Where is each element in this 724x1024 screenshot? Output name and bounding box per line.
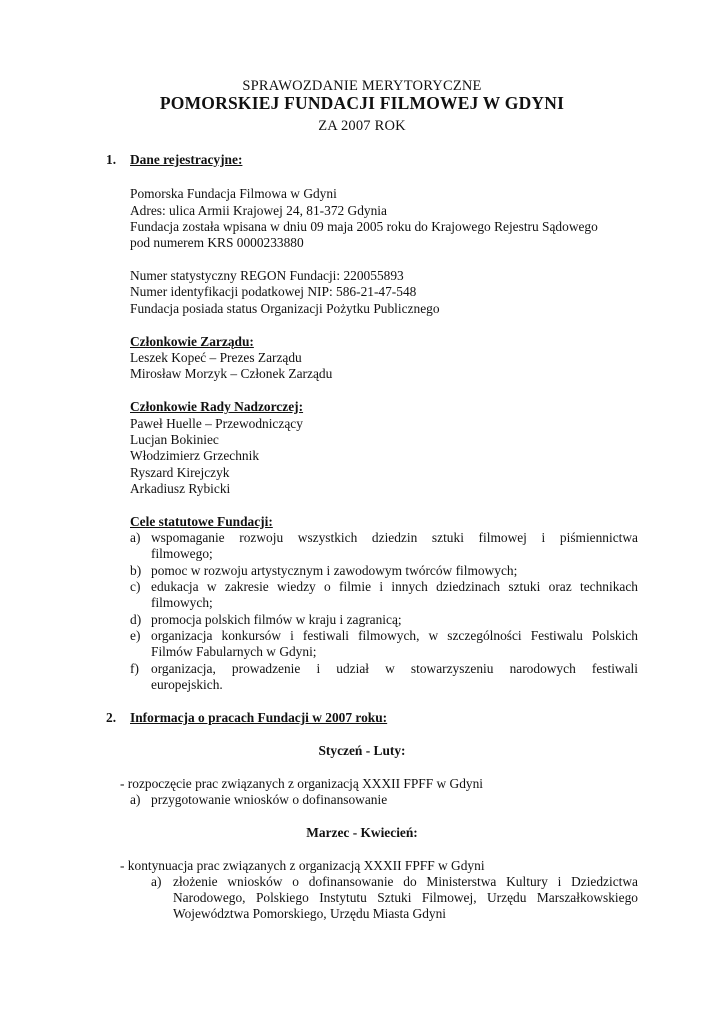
id-line: Numer identyfikacji podatkowej NIP: 586-21-47-548 [130,284,417,299]
reg-line: Fundacja została wpisana w dniu 09 maja 2005 roku do Krajowego Rejestru Sądowego [130,219,598,234]
goal-text: organizacja, prowadzenie i udział w stowarzyszeniu narodowych festiwali [151,661,638,676]
id-line: Numer statystyczny REGON Fundacji: 220055893 [130,268,404,283]
goal-text: filmowego; [151,546,213,561]
period-intro: - kontynuacja prac związanych z organizacją XXXII FPFF w Gdyni [120,858,485,873]
supervisory-member: Ryszard Kirejczyk [130,465,230,480]
goal-text: organizacja konkursów i festiwali filmowych, w szczególności Festiwalu Polskich [151,628,638,643]
section-2-heading: Informacja o pracach Fundacji w 2007 roku: [130,710,388,725]
supervisory-heading: Członkowie Rady Nadzorczej: [130,399,304,414]
period-item: Województwa Pomorskiego, Urzędu Miasta Gdyni [173,906,447,921]
goal-label: d) [130,612,142,627]
reg-line: pod numerem KRS 0000233880 [130,235,304,250]
id-line: Fundacja posiada status Organizacji Pożytku Publicznego [130,301,440,316]
period-title: Styczeń - Luty: [318,743,406,758]
period-intro: - rozpoczęcie prac związanych z organizacją XXXII FPFF w Gdyni [120,776,484,791]
goal-text: promocja polskich filmów w kraju i zagranicą; [151,612,402,627]
period-item: przygotowanie wniosków o dofinansowanie [151,792,388,807]
goal-text: filmowych; [151,595,213,610]
goal-label: c) [130,579,141,594]
period-item: Narodowego, Polskiego Instytutu Sztuki Filmowej, Urzędu Marszałkowskiego [173,890,638,905]
goals-heading: Cele statutowe Fundacji: [130,514,273,529]
goal-label: b) [130,563,142,578]
section-1-number: 1. [106,152,117,167]
report-title: SPRAWOZDANIE MERYTORYCZNE [242,78,482,94]
goal-text: wspomaganie rozwoju wszystkich dziedzin sztuki filmowej i piśmiennictwa [151,530,638,545]
goal-label: f) [130,661,139,676]
board-heading: Członkowie Zarządu: [130,334,254,349]
supervisory-member: Arkadiusz Rybicki [130,481,231,496]
goal-text: pomoc w rozwoju artystycznym i zawodowym twórców filmowych; [151,563,518,578]
goal-text: Filmów Fabularnych w Gdyni; [151,644,317,659]
section-1-heading: Dane rejestracyjne: [130,152,243,167]
board-member: Leszek Kopeć – Prezes Zarządu [130,350,302,365]
goal-label: a) [130,530,141,545]
goal-text: edukacja w zakresie wiedzy o filmie i innych dziedzinach sztuki oraz technikach [151,579,638,594]
supervisory-member: Lucjan Bokiniec [130,432,219,447]
foundation-title: POMORSKIEJ FUNDACJI FILMOWEJ W GDYNI [159,93,565,113]
period-title: Marzec - Kwiecień: [306,825,418,840]
period-item: złożenie wniosków o dofinansowanie do Ministerstwa Kultury i Dziedzictwa [173,874,638,889]
period-item-label: a) [151,874,162,889]
period-item-label: a) [130,792,141,807]
reg-line: Adres: ulica Armii Krajowej 24, 81-372 Gdynia [130,203,387,218]
board-member: Mirosław Morzyk – Członek Zarządu [130,366,333,381]
supervisory-member: Paweł Huelle – Przewodniczący [130,416,303,431]
reg-line: Pomorska Fundacja Filmowa w Gdyni [130,186,337,201]
report-year: ZA 2007 ROK [318,118,406,134]
goal-label: e) [130,628,141,643]
section-2-number: 2. [106,710,117,725]
supervisory-member: Włodzimierz Grzechnik [130,448,260,463]
goal-text: europejskich. [151,677,223,692]
